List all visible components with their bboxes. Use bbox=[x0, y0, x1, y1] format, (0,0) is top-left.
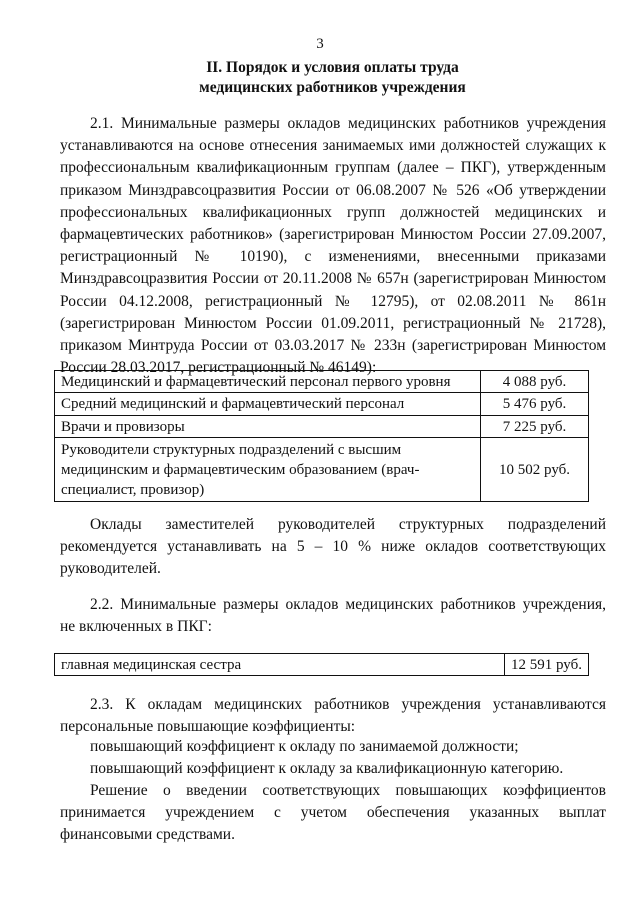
table-cell-value: 10 502 руб. bbox=[481, 438, 589, 502]
paragraph-decision: Решение о введении соответствующих повышающих коэффициентов принимается учреждением с учетом обеспечения указанных выплат финансовыми средствами. bbox=[60, 782, 606, 844]
table-row bbox=[55, 438, 589, 502]
salary-table-pkg bbox=[54, 370, 589, 502]
table-cell-value: 4 088 руб. bbox=[481, 371, 589, 393]
page-number: 3 bbox=[316, 36, 324, 52]
table-cell-value: 5 476 руб. bbox=[481, 393, 589, 416]
table-row bbox=[55, 654, 589, 676]
paragraph-deputies: Оклады заместителей руководителей структурных подразделений рекомендуется устанавливать на 5 – 10 % ниже окладов соответствующих руководителей. bbox=[60, 516, 606, 578]
table-cell-label: Руководители структурных подразделений с высшим медицинским и фармацевтическим образованием (врач-специалист, провизор) bbox=[55, 438, 481, 502]
coefficient-item: повышающий коэффициент к окладу по занимаемой должности; bbox=[90, 738, 519, 755]
section-title bbox=[60, 58, 605, 98]
salary-table-non-pkg bbox=[54, 653, 589, 676]
table-cell-label: Средний медицинский и фармацевтический персонал bbox=[55, 393, 481, 416]
paragraph-2-3: 2.3. К окладам медицинских работников учреждения устанавливаются персональные повышающие коэффициенты: bbox=[60, 696, 606, 736]
table-cell-value: 12 591 руб. bbox=[505, 654, 589, 676]
paragraph-2-2: 2.2. Минимальные размеры окладов медицинских работников учреждения, не включенных в ПКГ: bbox=[60, 596, 606, 636]
coefficient-item: повышающий коэффициент к окладу за квалификационную категорию. bbox=[90, 760, 564, 777]
table-cell-value: 7 225 руб. bbox=[481, 416, 589, 438]
table-cell-label: Врачи и провизоры bbox=[55, 416, 481, 438]
table-row bbox=[55, 416, 589, 438]
table-cell-label: Медицинский и фармацевтический персонал первого уровня bbox=[55, 371, 481, 393]
table-row bbox=[55, 371, 589, 393]
section-title-line: II. Порядок и условия оплаты труда bbox=[206, 59, 459, 76]
table-row bbox=[55, 393, 589, 416]
table-cell-label: главная медицинская сестра bbox=[55, 654, 505, 676]
section-title-line: медицинских работников учреждения bbox=[199, 79, 466, 96]
paragraph-2-1: 2.1. Минимальные размеры окладов медицинских работников учреждения устанавливаются на основе отнесения занимаемых ими должностей служащих к профессиональным квалификационным группам (далее – ПКГ), утвержденным приказом Минздравсоцразвития России от 06.08.2007 № 526 «Об утверждении профессиональных квалификационных групп должностей медицинских и фармацевтических работников» (зарегистрирован Минюстом России 27.09.2007, регистрационный № 10190), с изменениями, внесенными приказами Минздравсоцразвития России от 20.11.2008 № 657н (зарегистрирован Минюстом России 04.12.2008, регистрационный № 12795), от 02.08.2011 № 861н (зарегистрирован Минюстом России 01.09.2011, регистрационный № 21728), приказом Минтруда России от 03.03.2017 № 233н (зарегистрирован Минюстом России 28.03.2017, регистрационный № 46149): bbox=[60, 115, 606, 377]
